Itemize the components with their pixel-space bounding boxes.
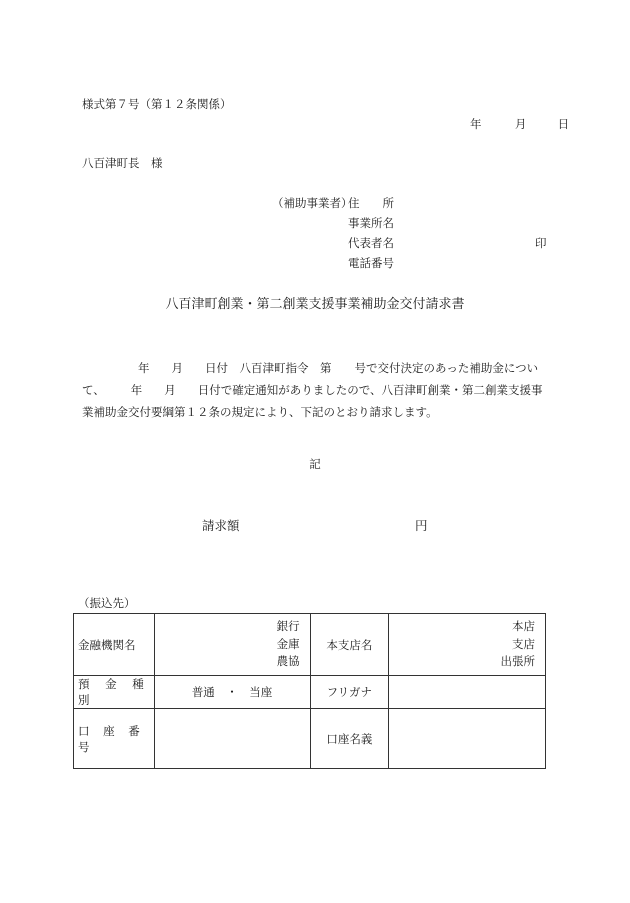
furigana-label: フリガナ: [310, 676, 388, 709]
applicant-address-label: 住 所: [348, 196, 394, 210]
body-month-2: 月: [164, 383, 176, 397]
body-text-2: 日付で確定通知がありましたので、八百津町創業・第二創業支援事業補助金交付要綱第１２条の規定により、下記のとおり請求します。: [82, 383, 543, 419]
addressee: 八百津町長 様: [82, 156, 163, 170]
body-month-1: 月: [171, 361, 183, 375]
transfer-label: （振込先）: [78, 596, 136, 610]
account-number-label: 口 座 番 号: [74, 709, 155, 769]
ki-heading: 記: [309, 457, 321, 471]
bank-name-cell: [154, 614, 310, 676]
form-number: 様式第７号（第１２条関係）: [82, 97, 232, 111]
body-text-1: 日付 八百津町指令 第 号で交付決定のあった補助金について、: [82, 361, 539, 397]
account-number-cell: [154, 709, 310, 769]
applicant-business-label: 事業所名: [348, 216, 394, 230]
bank-transfer-table: [73, 613, 546, 769]
branch-name-label: 本支店名: [310, 614, 388, 676]
body-paragraph: [82, 357, 552, 423]
account-row: [74, 709, 546, 769]
branch-type-shiten: 支店: [512, 636, 535, 651]
bank-row: [74, 614, 546, 676]
body-year-2: 年: [130, 383, 143, 397]
bank-name-label: 金融機関名: [74, 614, 155, 676]
bank-type-ginko: 銀行: [276, 619, 300, 634]
bank-type-kinko: 金庫: [276, 636, 300, 651]
document-title: 八百津町創業・第二創業支援事業補助金交付請求書: [165, 297, 465, 312]
claim-amount-label: 請求額: [202, 518, 240, 533]
branch-type-shutchojo: 出張所: [500, 654, 535, 669]
claim-yen-unit: 円: [415, 518, 428, 533]
deposit-row: [74, 676, 546, 709]
applicant-representative-label: 代表者名: [348, 236, 394, 250]
furigana-cell: [389, 676, 546, 709]
branch-type-honten: 本店: [512, 619, 535, 634]
deposit-type-options: 普通 ・ 当座: [154, 676, 310, 709]
date-day: 日: [557, 117, 570, 131]
account-name-label: 口座名義: [310, 709, 388, 769]
branch-name-cell: [389, 614, 546, 676]
account-name-cell: [389, 709, 546, 769]
date-line: [470, 118, 569, 132]
date-month: 月: [514, 117, 527, 131]
date-year: 年: [470, 117, 482, 131]
applicant-label: （補助事業者）: [272, 196, 353, 210]
applicant-phone-label: 電話番号: [348, 256, 394, 270]
body-year-1: 年: [138, 361, 150, 375]
seal-mark: 印: [535, 236, 547, 250]
bank-type-nokyo: 農協: [276, 654, 300, 669]
deposit-type-label: 預 金 種 別: [74, 676, 155, 709]
